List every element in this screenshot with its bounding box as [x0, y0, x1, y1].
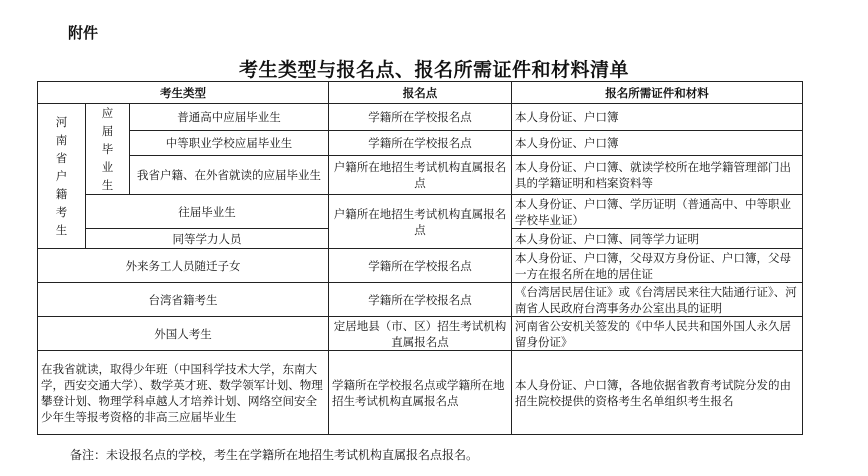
- attachment-label: 附件: [68, 24, 99, 42]
- table-row: [38, 351, 803, 435]
- materials-cell: 本人身份证、户口簿: [512, 104, 803, 131]
- materials-cell: 本人身份证、户口簿、同等学力证明: [512, 229, 803, 249]
- henan-group-label: 河 南 省 户 籍 考 生: [38, 104, 86, 249]
- type-cell: 往届毕业生: [86, 195, 329, 229]
- header-type: 考生类型: [38, 82, 329, 104]
- materials-cell: 本人身份证、户口簿: [512, 131, 803, 156]
- location-cell: 学籍所在学校报名点: [329, 283, 512, 317]
- materials-cell: 《台湾居民居住证》或《台湾居民来往大陆通行证》、河南省人民政府台湾事务办公室出具的证明: [512, 283, 803, 317]
- type-cell: 普通高中应届毕业生: [130, 104, 329, 131]
- type-cell: 外来务工人员随迁子女: [38, 249, 329, 283]
- materials-table: [37, 81, 803, 435]
- header-materials: 报名所需证件和材料: [512, 82, 803, 104]
- location-cell: 学籍所在学校报名点: [329, 131, 512, 156]
- type-cell: 台湾省籍考生: [38, 283, 329, 317]
- footnote: 备注：未设报名点的学校，考生在学籍所在地招生考试机构直属报名点报名。: [70, 448, 479, 462]
- table-row: [38, 131, 803, 156]
- table-row: [38, 283, 803, 317]
- fresh-graduate-label: 应 届 毕 业 生: [86, 104, 130, 195]
- materials-cell: 本人身份证、户口簿、学历证明（普通高中、中等职业学校毕业证）: [512, 195, 803, 229]
- table-row: [38, 195, 803, 229]
- location-cell: 学籍所在学校报名点或学籍所在地招生考试机构直属报名点: [329, 351, 512, 435]
- location-cell: 户籍所在地招生考试机构直属报名点: [329, 195, 512, 249]
- header-location: 报名点: [329, 82, 512, 104]
- table-header-row: [38, 82, 803, 104]
- type-cell: 外国人考生: [38, 317, 329, 351]
- table-row: [38, 317, 803, 351]
- type-cell: 中等职业学校应届毕业生: [130, 131, 329, 156]
- document-title: 考生类型与报名点、报名所需证件和材料清单: [238, 59, 629, 81]
- location-cell: 学籍所在学校报名点: [329, 104, 512, 131]
- table-row: [38, 156, 803, 195]
- type-cell: 在我省就读，取得少年班（中国科学技术大学，东南大学，西安交通大学）、数学英才班、数学领军计划、物理攀登计划、物理学科卓越人才培养计划、网络空间安全少年生等报考资格的非高三应届毕业生: [38, 351, 329, 435]
- type-cell: 我省户籍、在外省就读的应届毕业生: [130, 156, 329, 195]
- materials-cell: 河南省公安机关签发的《中华人民共和国外国人永久居留身份证》: [512, 317, 803, 351]
- materials-cell: 本人身份证、户口簿，父母双方身份证、户口簿，父母一方在报名所在地的居住证: [512, 249, 803, 283]
- location-cell: 学籍所在学校报名点: [329, 249, 512, 283]
- table-row: [38, 104, 803, 131]
- type-cell: 同等学力人员: [86, 229, 329, 249]
- materials-cell: 本人身份证、户口簿、就读学校所在地学籍管理部门出具的学籍证明和档案资料等: [512, 156, 803, 195]
- location-cell: 定居地县（市、区）招生考试机构直属报名点: [329, 317, 512, 351]
- materials-cell: 本人身份证、户口簿，各地依据省教育考试院分发的由招生院校提供的资格考生名单组织考生报名: [512, 351, 803, 435]
- location-cell: 户籍所在地招生考试机构直属报名点: [329, 156, 512, 195]
- table-row: [38, 249, 803, 283]
